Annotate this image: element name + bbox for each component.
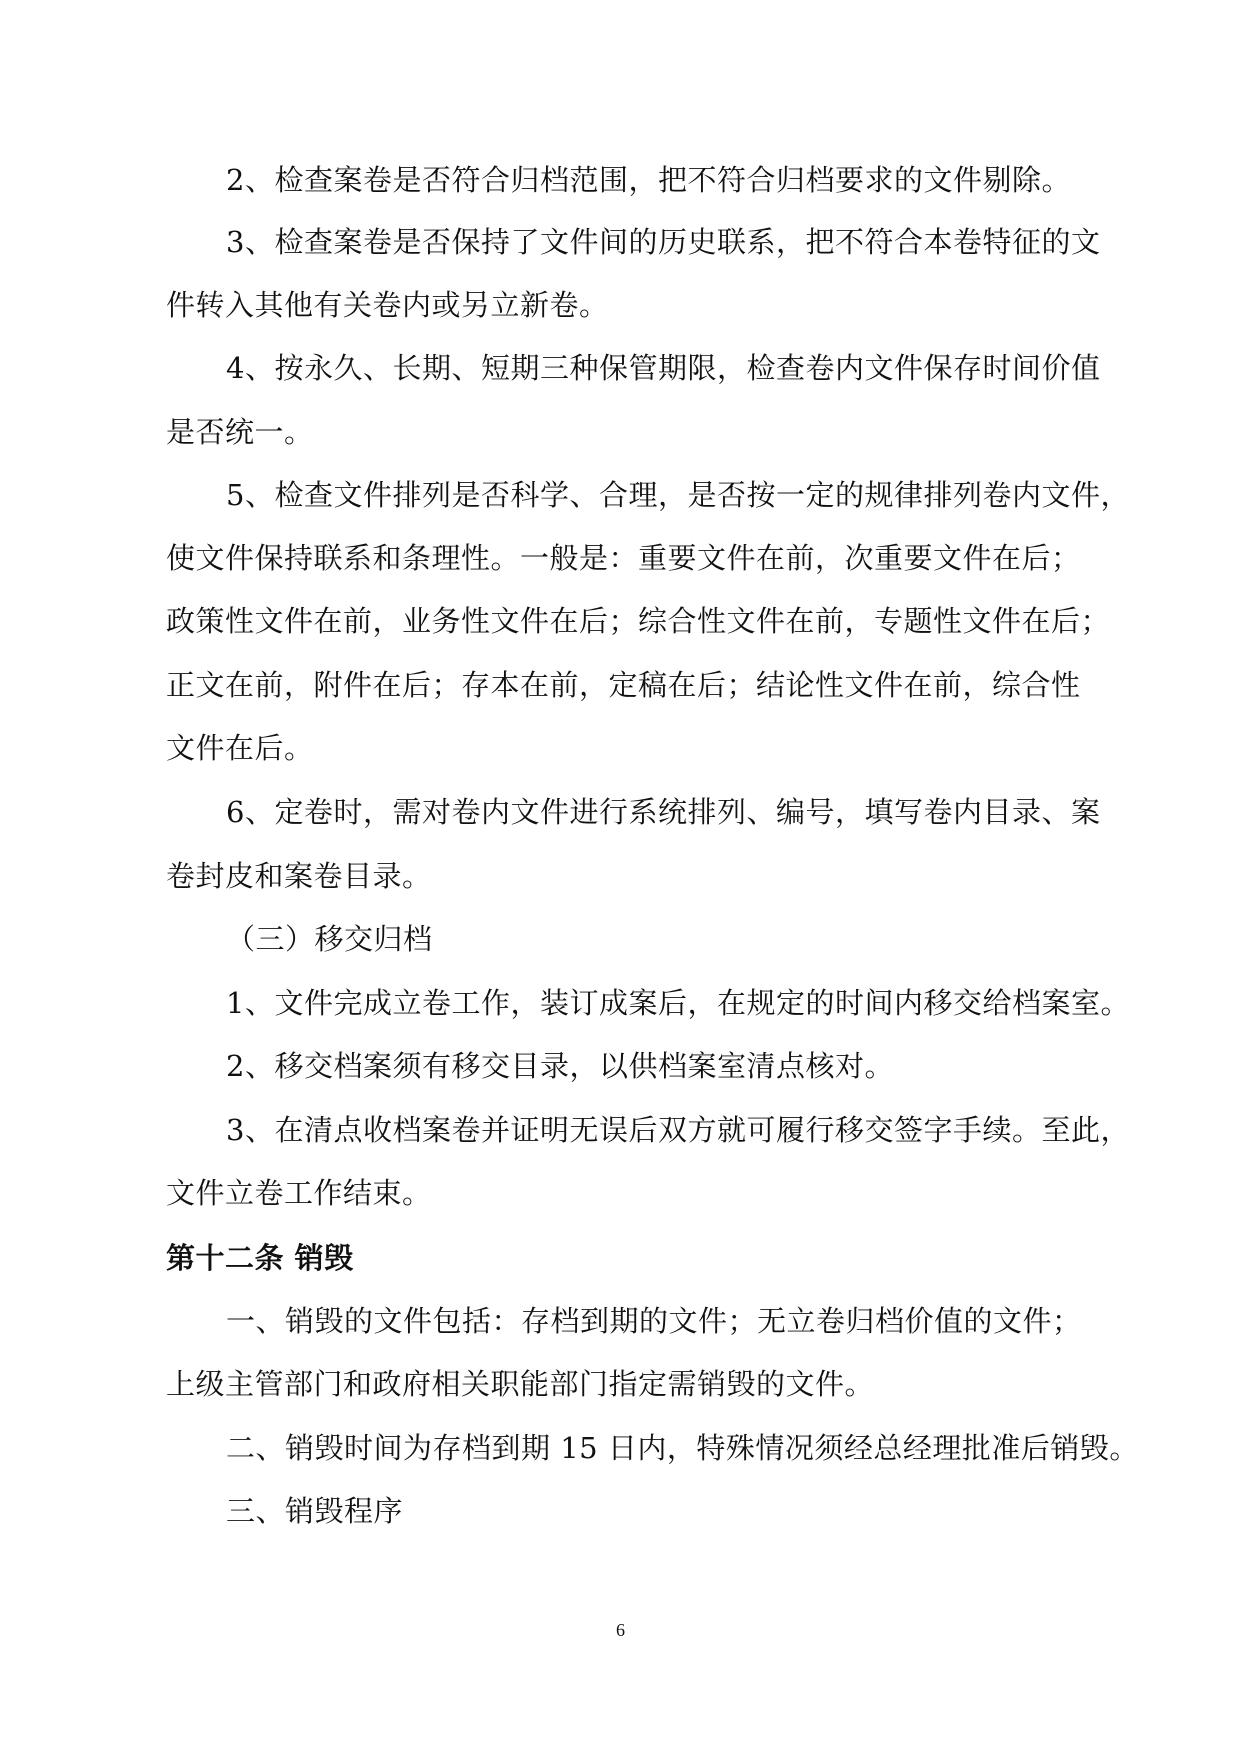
paragraph-line: 一、销毁的文件包括：存档到期的文件；无立卷归档价值的文件； xyxy=(226,1304,1082,1338)
paragraph-line: 卷封皮和案卷目录。 xyxy=(166,859,432,893)
paragraph-line: 文件立卷工作结束。 xyxy=(166,1176,432,1210)
paragraph-line: 5、检查文件排列是否科学、合理，是否按一定的规律排列卷内文件， xyxy=(226,478,1130,512)
paragraph-line: 政策性文件在前，业务性文件在后；综合性文件在前，专题性文件在后； xyxy=(166,604,1111,638)
paragraph-line: 三、销毁程序 xyxy=(226,1494,404,1528)
paragraph-line: 二、销毁时间为存档到期 15 日内，特殊情况须经总经理批准后销毁。 xyxy=(226,1431,1139,1465)
paragraph-line: 使文件保持联系和条理性。一般是：重要文件在前，次重要文件在后； xyxy=(166,541,1081,575)
paragraph-line: 6、定卷时，需对卷内文件进行系统排列、编号，填写卷内目录、案 xyxy=(226,795,1101,829)
paragraph-line: 文件在后。 xyxy=(166,731,314,765)
paragraph-line: 1、文件完成立卷工作，装订成案后，在规定的时间内移交给档案室。 xyxy=(226,986,1130,1020)
section-subheading: （三）移交归档 xyxy=(226,922,433,956)
paragraph-line: 是否统一。 xyxy=(166,415,314,449)
paragraph-line: 正文在前，附件在后；存本在前，定稿在后；结论性文件在前，综合性 xyxy=(166,668,1081,702)
paragraph-line: 2、移交档案须有移交目录，以供档案室清点核对。 xyxy=(226,1049,894,1083)
paragraph-line: 上级主管部门和政府相关职能部门指定需销毁的文件。 xyxy=(166,1367,875,1401)
paragraph-line: 4、按永久、长期、短期三种保管期限，检查卷内文件保存时间价值 xyxy=(226,351,1101,385)
paragraph-line: 3、在清点收档案卷并证明无误后双方就可履行移交签字手续。至此， xyxy=(226,1113,1130,1147)
article-heading: 第十二条 销毁 xyxy=(166,1241,354,1275)
paragraph-line: 3、检查案卷是否保持了文件间的历史联系，把不符合本卷特征的文 xyxy=(226,225,1101,259)
paragraph-line: 2、检查案卷是否符合归档范围，把不符合归档要求的文件剔除。 xyxy=(226,163,1071,197)
paragraph-line: 件转入其他有关卷内或另立新卷。 xyxy=(166,288,609,322)
page-number: 6 xyxy=(616,1620,625,1640)
